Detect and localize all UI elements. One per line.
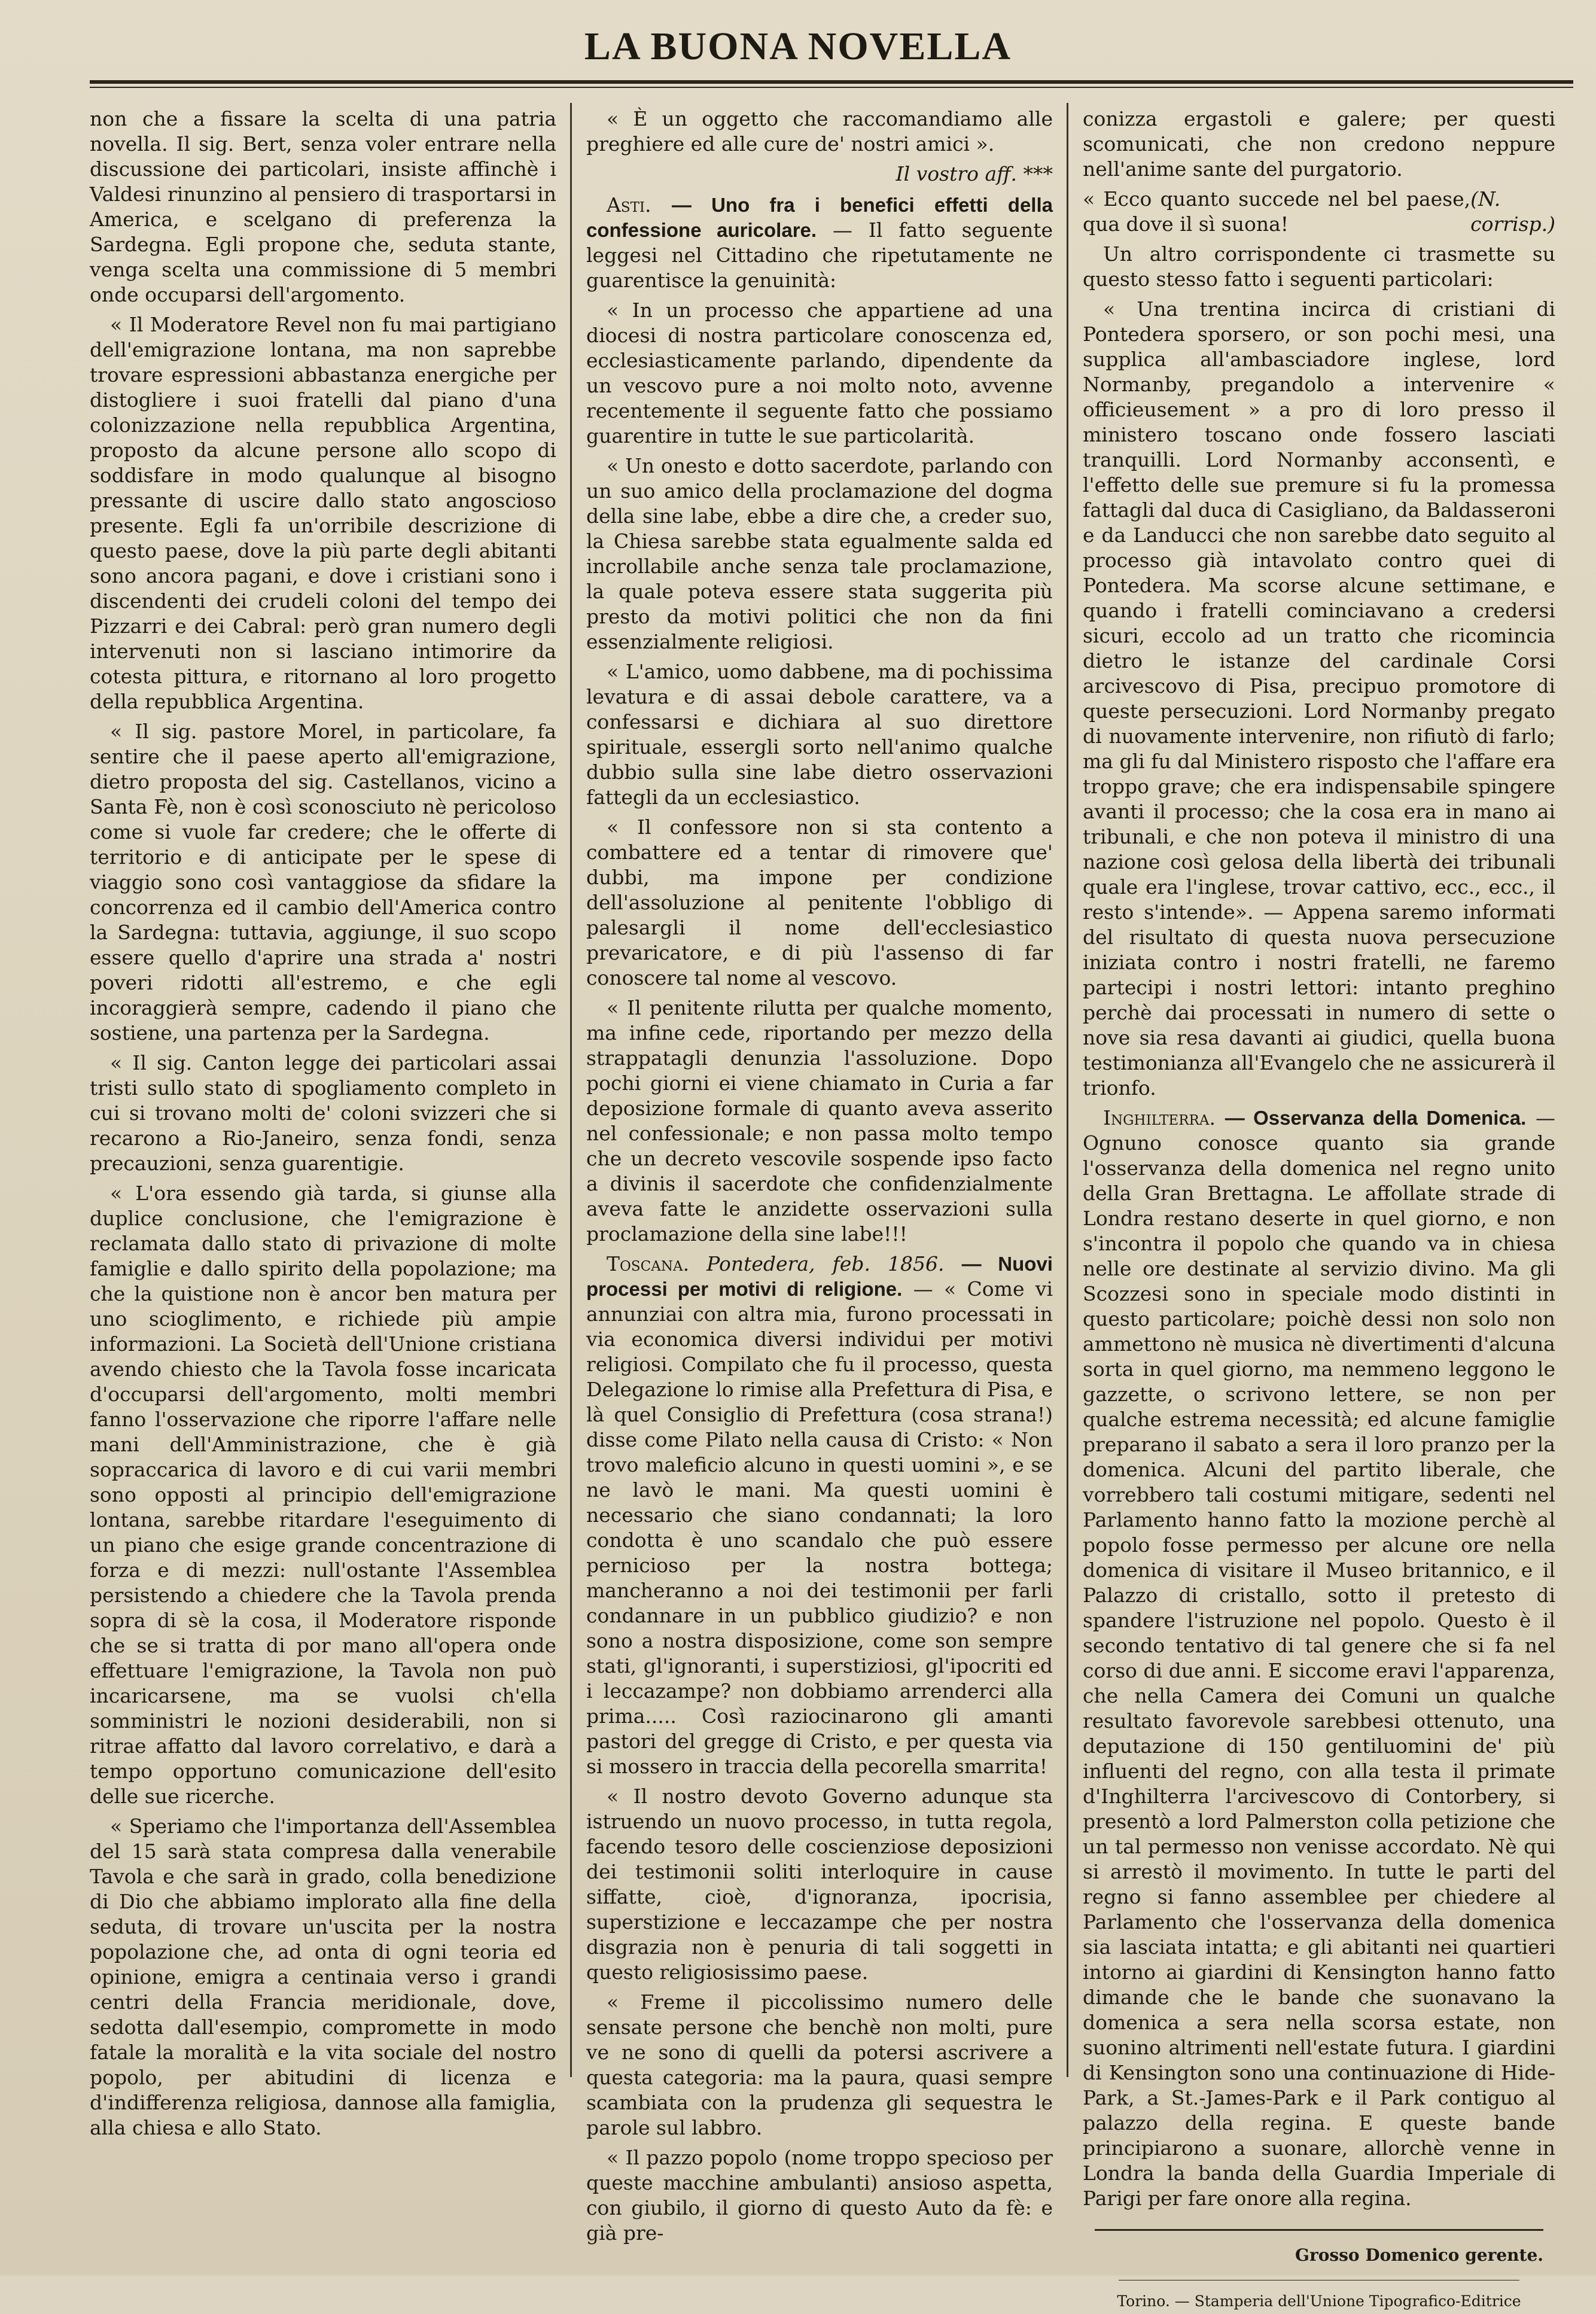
dateline-place: Inghilterra. [1103,1106,1216,1129]
letter-signature: Il vostro aff. *** [896,162,1053,185]
masthead-rule-thin [90,87,1573,88]
paragraph: « L'ora essendo già tarda, si giunse alla duplice conclusione, che l'emigrazione è reclamata dallo stato di privazione di molte famiglie e dallo spirito della popolazione; ma che la quistione non è ancor ben matura per uno scioglimento, e richiede più ampie informazioni. La Società dell'Unione cristiana avendo chiesto che la Tavola fosse incaricata d'occuparsi dell'argomento, molti membri fanno l'osservazione che riporre l'affare nelle mani dell'Amministrazione, che è già sopraccarica di lavoro e di cui varii membri sono opposti al principio dell'emigrazione lontana, sarebbe ritardare l'eseguimento di un piano che esige grande concentrazione di forza e di mezzi: null'ostante l'Assemblea persistendo a chiedere che la Tavola prenda sopra di sè la cosa, il Moderatore risponde che se si tratta di por mano all'opera onde effettuare l'emigrazione, la Tavola non può incaricarsene, ma se vuolsi ch'ella somministri le nozioni desiderabili, non si ritrae affatto dal lavoro correlativo, e darà a tempo opportuno comunicazione dell'esito delle sue ricerche. [90,1182,556,1808]
column-divider [1067,103,1068,2077]
paragraph: « L'amico, uomo dabbene, ma di pochissima levatura e di assai debole carattere, va a confessarsi e dichiara al suo direttore spirituale, essergli sorto nell'animo qualche dubbio sulla sine labe dietro osservazioni fattegli da un ecclesiastico. [586,660,1053,809]
article-lead: — « Come vi annunziai con altra mia, furono processati in via economica diversi individui per motivi religiosi. Compilato che fu il processo, questa Delegazione lo rimise alla Prefettura di Pisa, e là quel Consiglio di Prefettura (cosa strana!) disse come Pilato nella causa di Cristo: « Non trovo maleficio alcuno in questi uomini », e se ne lavò le mani. Ma questi uomini è necessario che siano condannati; la loro condotta è uno scandalo che può essere pernicioso per la nostra bottega; mancheranno a noi dei testimonii per farli condannare in un pubblico giudizio? e non sono a nostra disposizione, come son sempre stati, gl'ignoranti, i superstiziosi, gl'ipocriti ed i leccazampe? non dobbiamo arrenderci alla prima..... Così raziocinarono gli amanti pastori del gregge di Cristo, e per questa via si mossero in traccia della pecorella smarrita! [586,1277,1053,1778]
correspondence-line [1083,187,1555,237]
column-1 [90,106,556,2139]
column-3 [1083,106,1556,2310]
dateline-place: Asti. [607,193,651,217]
article-inghilterra [1083,1106,1555,2211]
printer-imprint: Torino. — Stamperia dell'Unione Tipografico-Editrice [1117,2292,1521,2310]
article-lead: — Ognuno conosce quanto sia grande l'osservanza della domenica nel regno unito della Gran Brettagna. Le affollate strade di Londra restano deserte in quel giorno, e non s'incontra il popolo che quando va in chiesa nelle ore destinate al servizio divino. Ma gli Scozzesi sono in speciale modo distinti in questo particolare; poichè dessi non solo non ammettono nè musica nè divertimenti d'alcuna sorta in quel giorno, ma nemmeno leggono le gazzette, o scrivono lettere, se non per qualche estrema necessità; ed alcune famiglie preparano il sabato a sera il loro pranzo per la domenica. Alcuni del partito liberale, che vorrebbero tali costumi mitigare, sedenti nel Parlamento hanno fatto la mozione perchè al popolo fosse permesso per alcune ore nella domenica di visitare il Museo britannico, e il Palazzo di cristallo, sotto il pretesto di spandere l'istruzione nel popolo. Questo è il secondo tentativo di tal genere che si fa nel corso di due anni. E siccome eravi l'apparenza, che nella Camera dei Comuni un qualche resultato favorevole sarebbesi ottenuto, una deputazione di 150 gentiluomini de' più influenti del regno, con alla testa il primate d'Inghilterra l'arcivescovo di Contorbery, si presentò a lord Palmerston colla petizione che un tal permesso non venisse accordato. Nè qui si arrestò il movimento. In tutte le parti del regno si fanno assemblee per chiedere al Parlamento che l'osservanza della domenica sia lasciata intatta; e gli abitanti nei quartieri intorno ai giardini di Kensington hanno fatto dimande che le bande che suonavano la domenica a sera nella scorsa estate, non suonino altrimenti nell'estate futura. I giardini di Kensington sono una continuazione di Hide-Park, a St.-James-Park e il Park contiguo al palazzo della regina. E queste bande principiarono a suonare, allorchè venne in Londra la banda della Guardia Imperiale di Parigi per fare onore alla regina. [1083,1106,1555,2210]
masthead: LA BUONA NOVELLA [584,25,1012,68]
column-divider [570,103,572,2077]
paragraph: « Il nostro devoto Governo adunque sta istruendo un nuovo processo, in tutta regola, facendo tesoro delle coscienziose deposizioni dei testimonii soliti interloquire in cause siffatte, cioè, d'ignoranza, ipocrisia, superstizione e leccazampe che per nostra disgrazia non è penuria di tali soggetti in questo religiosissimo paese. [586,1785,1053,1984]
article-toscana [586,1252,1053,1779]
paragraph: « Il confessore non si sta contento a combattere ed a tentar di rimovere que' dubbi, ma impone per condizione dell'assoluzione al penitente l'obbligo di palesargli il nome dell'ecclesiastico prevaricatore, e di più l'assenso di far conoscere tal nome al vescovo. [586,815,1053,989]
article-lead: — Il fatto seguente leggesi nel Cittadino che ripetutamente ne guarentisce la genuinità: [586,218,1053,292]
paragraph: « Il sig. Canton legge dei particolari assai tristi sullo stato di spogliamento completo in cui si trovano molti de' coloni svizzeri che si recarono a Rio-Janeiro, senza fondi, senza precauzioni, senza guarentigie. [90,1051,556,1175]
dateline-date: Pontedera, feb. 1856. [706,1252,945,1275]
correspondent-signature: (N. corrisp.) [1470,187,1556,236]
paragraph: « Freme il piccolissimo numero delle sensate persone che benchè non molti, pure ve ne sono di quelli da potersi ascrivere a questa categoria: ma la paura, quasi sempre scambiata con la prudenza gli sequestra le parole sul labbro. [586,1990,1053,2139]
paragraph: conizza ergastoli e galere; per questi scomunicati, che non credono neppure nell'anime sante del purgatorio. [1083,107,1555,181]
dateline-place: Toscana. [607,1252,690,1275]
article-title: — Osservanza della Domenica. [1225,1107,1527,1129]
paragraph: « Speriamo che l'importanza dell'Assemblea del 15 sarà stata compresa dalla venerabile Tavola e che sarà in grado, colla benedizione di Dio che abbiamo implorato alla fine della seduta, di trovare un'uscita per la nostra popolazione che, ad onta di ogni teoria ed opinione, emigra a centinaia verso i grandi centri della Francia meridionale, dove, sedotta dall'esempio, compromette in modo fatale la moralità e la vita sociale del nostro popolo, per abitudini di licenza e d'indifferenza religiosa, dannose alla famiglia, alla chiesa e allo Stato. [90,1814,556,2139]
paragraph: « Il Moderatore Revel non fu mai partigiano dell'emigrazione lontana, ma non saprebbe trovare espressioni abbastanza energiche per distogliere i suoi fratelli dal piano d'una colonizzazione nella repubblica Argentina, proposto da alcune persone allo scopo di soddisfare in modo qualunque al bisogno pressante di uscire dallo stato angoscioso presente. Egli fa un'orribile descrizione di questo paese, dove la più parte degli abitanti sono ancora pagani, e dove i cristiani sono i discendenti dei crudeli coloni del tempo dei Pizzarri e dei Cabral: però gran numero degli intervenuti non si lasciano intimorire da cotesta pittura, e ritornano al loro progetto della repubblica Argentina. [90,313,556,713]
paragraph: « Una trentina incirca di cristiani di Pontedera sporsero, or son pochi mesi, una supplica all'ambasciadore inglese, lord Normanby, pregandolo a intervenire « officieusement » a pro di loro presso il ministero toscano onde fossero lasciati tranquilli. Lord Normanby acconsentì, e l'effetto delle sue premure si fu la promessa fattagli dal duca di Casigliano, da Baldasseroni e da Landucci che non sarebbe dato seguito al processo già intavolato contro quei di Pontedera. Ma scorse alcune settimane, e quando i fratelli cominciavano a credersi sicuri, eccolo ad un tratto che ricomincia dietro le istanze del cardinale Corsi arcivescovo di Pisa, precipuo promotore di queste persecuzioni. Lord Normanby pregato di nuovamente intervenire, non rifiutò di farlo; ma gli fu dal Ministero risposto che l'affare era troppo grave; che era indispensabile spingere avanti il processo; che la cosa era in mano ai tribunali, e che non poteva il ministro di una nazione così gelosa della libertà dei tribunali quale era l'inglese, trovar cattivo, ecc., ecc., il resto s'intende». — Appena saremo informati del risultato di questa nuova persecuzione iniziata contro i nostri fratelli, ne faremo partecipi i nostri lettori: intanto preghino perchè dai processati in numero di sette o nove sia resa davanti ai giudici, quella buona testimonianza all'Evangelo che ne assicurerà il trionfo. [1083,297,1555,1100]
paragraph: « È un oggetto che raccomandiamo alle preghiere ed alle cure de' nostri amici ». [586,107,1053,156]
paragraph: Un altro corrispondente ci trasmette su questo stesso fatto i seguenti particolari: [1083,242,1555,291]
paragraph: « Il sig. pastore Morel, in particolare, fa sentire che il paese aperto all'emigrazione, dietro proposta del sig. Castellanos, vicino a Santa Fè, non è così sconosciuto nè pericoloso come si vuole far credere; che le offerte di territorio e di anticipate per le spese di viaggio sono così vantaggiose da sfidare la concorrenza ed il cambio dell'America contro la Sardegna: tuttavia, aggiunge, il suo scopo essere quello d'aprire una strada a' nostri poveri ridotti all'estremo, e che egli incoraggierà sempre, cadendo il piano che sostiene, una partenza per la Sardegna. [90,720,556,1045]
paragraph: non che a fissare la scelta di una patria novella. Il sig. Bert, senza voler entrare nella discussione dei particolari, insiste affinchè i Valdesi rinunzino al pensiero di trasportarsi in America, e scelgano di preferenza la Sardegna. Egli propone che, seduta stante, venga scelta una commissione di 5 membri onde occuparsi dell'argomento. [90,107,556,306]
paragraph: « Il penitente rilutta per qualche momento, ma infine cede, riportando per mezzo della strappatagli denunzia l'assoluzione. Dopo pochi giorni ei viene chiamato in Curia a far deposizione formale di quanto aveva asserito nel confessionale; e non passa molto tempo che un decreto vescovile sospende ipso facto a divinis il sacerdote che confidenzialmente aveva fatte le anzidette osservazioni sulla proclamazione della sine labe!!! [586,996,1053,1246]
column-2 [586,106,1053,2245]
article-title: — Uno fra i benefici effetti della confessione auricolare. [586,194,1053,241]
editor-line: Grosso Domenico gerente. [1295,2245,1543,2265]
paragraph: « Un onesto e dotto sacerdote, parlando con un suo amico della proclamazione del dogma della sine labe, ebbe a dire che, a creder suo, la Chiesa sarebbe stata egualmente salda ed incrollabile anche senza tale proclamazione, la quale poteva essere stata suggerita più presto da motivi politici che non da fini essenzialmente religiosi. [586,454,1053,653]
article-title: — Nuovi processi per motivi di religione. [586,1253,1053,1300]
masthead-rule-thick [90,80,1573,84]
paragraph: « In un processo che appartiene ad una diocesi di nostra particolare conoscenza ed, ecclesiasticamente parlando, dipendente da un vescovo pure a noi molto noto, avvenne recentemente il seguente fatto che possiamo guarentire in tutte le sue particolarità. [586,299,1053,447]
section-divider [1095,2229,1543,2231]
article-asti [586,193,1053,293]
paragraph: « Il pazzo popolo (nome troppo specioso per queste macchine ambulanti) ansioso aspetta, con giubilo, il giorno di questo Auto da fè: e già pre- [586,2146,1053,2245]
paragraph: « Ecco quanto succede nel bel paese, qua dove il sì suona! [1083,187,1471,236]
